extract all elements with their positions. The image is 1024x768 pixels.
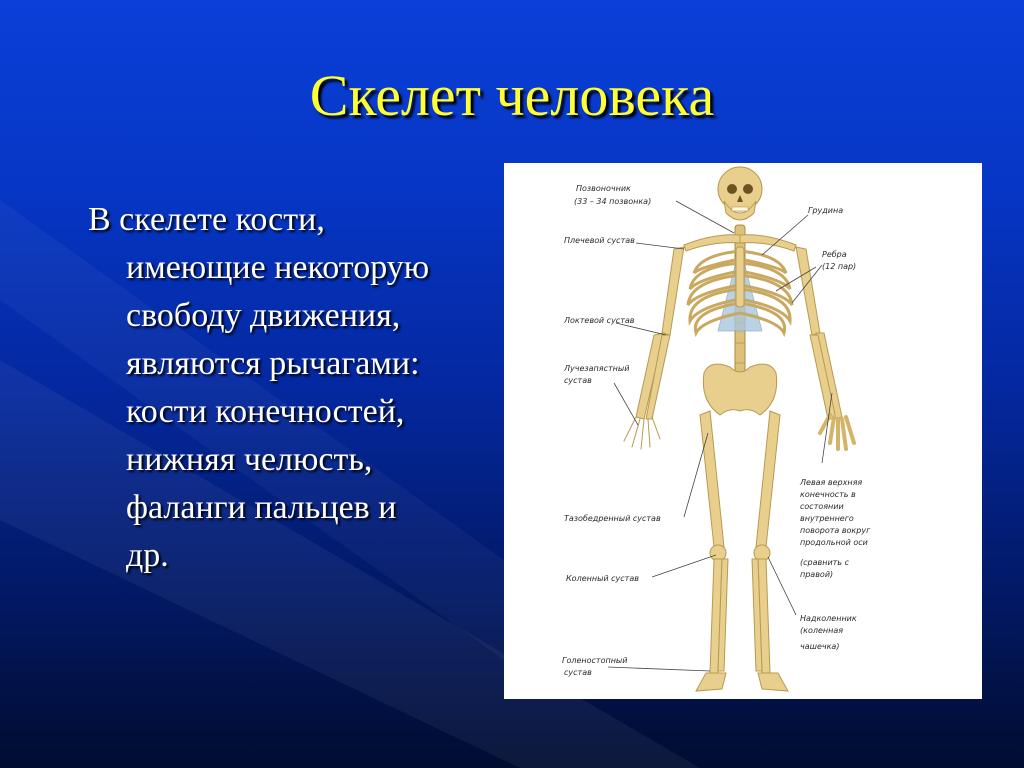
ribcage bbox=[688, 247, 792, 333]
label-knee: Коленный сустав bbox=[566, 574, 639, 583]
left-arm bbox=[796, 247, 857, 449]
slide-body-text bbox=[88, 196, 498, 580]
label-ribs-count: (12 пар) bbox=[822, 262, 857, 271]
text-line: имеющие некоторую bbox=[126, 249, 430, 286]
pelvis bbox=[703, 364, 776, 415]
label-elbow: Локтевой сустав bbox=[564, 316, 635, 325]
right-leg bbox=[696, 411, 728, 691]
label-shoulder: Плечевой сустав bbox=[564, 236, 635, 245]
label-ribs: Ребра bbox=[822, 250, 847, 259]
label-patella-3: чашечка) bbox=[800, 642, 840, 651]
label-patella-1: Надколенник bbox=[800, 614, 857, 623]
skull bbox=[718, 167, 762, 220]
label-left-arm-4: внутреннего bbox=[800, 514, 854, 523]
clavicle-right bbox=[684, 235, 740, 251]
left-leg bbox=[752, 411, 788, 691]
label-spine: Позвоночник bbox=[576, 184, 631, 193]
label-left-arm-5: поворота вокруг bbox=[800, 526, 871, 535]
text-line: фаланги пальцев и bbox=[126, 489, 397, 526]
slide-title: Скелет человека bbox=[309, 63, 715, 128]
text-line: нижняя челюсть, bbox=[126, 441, 373, 478]
label-hip: Тазобедренный сустав bbox=[564, 514, 661, 523]
label-left-arm-7: (сравнить с bbox=[800, 558, 849, 567]
label-left-arm-3: состоянии bbox=[800, 502, 844, 511]
label-left-arm-8: правой) bbox=[800, 570, 834, 579]
label-left-arm-2: конечность в bbox=[800, 490, 856, 499]
label-wrist: Лучезапястный bbox=[564, 364, 630, 373]
label-patella-2: (коленная bbox=[800, 626, 844, 635]
text-line: кости конечностей, bbox=[126, 393, 405, 430]
clavicle-left bbox=[740, 235, 796, 251]
label-ankle-2: сустав bbox=[564, 668, 592, 677]
label-spine-count: (33 – 34 позвонка) bbox=[574, 197, 652, 206]
label-left-arm-6: продольной оси bbox=[800, 538, 868, 547]
right-arm bbox=[624, 247, 684, 449]
text-line: В скелете кости, bbox=[88, 201, 325, 238]
label-left-arm-1: Левая верхняя bbox=[800, 478, 863, 487]
label-ankle: Голеностопный bbox=[562, 656, 628, 665]
skeleton-figure bbox=[504, 163, 982, 699]
text-line: свободу движения, bbox=[126, 297, 401, 334]
text-line: являются рычагами: bbox=[126, 345, 420, 382]
label-sternum: Грудина bbox=[808, 206, 844, 215]
text-line: др. bbox=[126, 537, 169, 574]
label-wrist-2: сустав bbox=[564, 376, 592, 385]
skeleton-illustration bbox=[504, 163, 982, 699]
